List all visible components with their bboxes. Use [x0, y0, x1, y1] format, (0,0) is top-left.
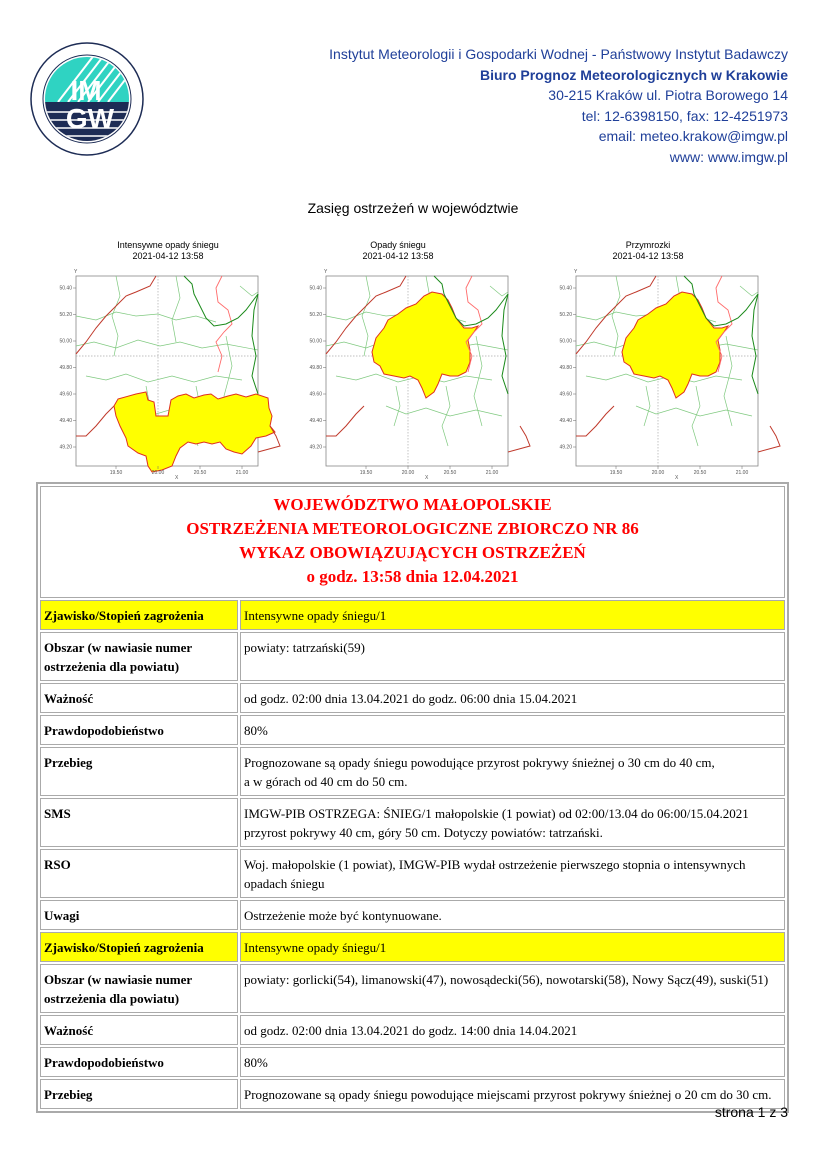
logo-text-bottom: GW: [65, 103, 115, 134]
imgw-logo-graphic: [28, 40, 146, 158]
report-title: [40, 486, 785, 598]
y-tick-label: 50.40: [309, 285, 322, 292]
report-title-line: o godz. 13:58 dnia 12.04.2021: [306, 567, 519, 586]
row-value: 80%: [240, 715, 785, 745]
table-row: [40, 715, 785, 745]
row-value: Woj. małopolskie (1 powiat), IMGW-PIB wydał ostrzeżenie pierwszego stopnia o intensywnych opadach śniegu: [240, 849, 785, 898]
table-row: [40, 1015, 785, 1045]
row-value: Prognozowane są opady śniegu powodujące przyrost pokrywy śnieżnej o 30 cm do 40 cm, a w górach od 40 cm do 50 cm.: [240, 747, 785, 796]
table-row: [40, 683, 785, 713]
x-tick-label: 19.50: [109, 470, 123, 476]
table-row: [40, 964, 785, 1013]
row-label: Uwagi: [40, 900, 238, 930]
office-name: Biuro Prognoz Meteorologicznych w Krakowie: [479, 66, 788, 83]
address: 30-215 Kraków ul. Piotra Borowego 14: [548, 87, 788, 103]
map-title: Intensywne opady śniegu: [117, 240, 219, 250]
map-snow: [298, 240, 498, 496]
table-row: [40, 900, 785, 930]
x-tick-label: 20.00: [651, 470, 665, 476]
row-value: powiaty: gorlicki(54), limanowski(47), nowosądecki(56), nowotarski(58), Nowy Sącz(49), suski(51): [240, 964, 785, 1013]
row-value: Ostrzeżenie może być kontynuowane.: [240, 900, 785, 930]
logo-text-top: IM: [70, 75, 102, 106]
y-tick-label: 50.00: [309, 338, 322, 345]
y-tick-label: 50.20: [59, 312, 72, 318]
row-label: Obszar (w nawiasie numer ostrzeżenia dla powiatu): [40, 964, 238, 1013]
voivodeship-border: [508, 426, 530, 452]
website[interactable]: www: www.imgw.pl: [669, 148, 788, 165]
row-label: Przebieg: [40, 747, 238, 796]
row-label: SMS: [40, 798, 238, 847]
y-tick-label: 50.40: [59, 285, 72, 292]
map-intense-snow: [59, 240, 268, 496]
x-tick-label: 20.50: [443, 470, 457, 476]
report-title-line: WOJEWÓDZTWO MAŁOPOLSKIE: [273, 495, 552, 514]
row-value: Prognozowane są opady śniegu powodujące miejscami przyrost pokrywy śnieżnej o 20 cm do 30 cm.: [240, 1079, 785, 1109]
table-row: [40, 747, 785, 796]
report-title-row: [40, 486, 785, 598]
row-value: od godz. 02:00 dnia 13.04.2021 do godz. 06:00 dnia 15.04.2021: [240, 683, 785, 713]
row-label: Zjawisko/Stopień zagrożenia: [40, 932, 238, 962]
y-tick-label: 50.20: [309, 312, 322, 318]
y-axis-label: Y: [74, 269, 78, 275]
phone: tel: 12-6398150, fax: 12-4251973: [581, 107, 788, 124]
y-axis-label: Y: [574, 269, 578, 275]
row-label: Przebieg: [40, 1079, 238, 1109]
row-label: Ważność: [40, 1015, 238, 1045]
row-label: Zjawisko/Stopień zagrożenia: [40, 600, 238, 630]
x-tick-label: 20.50: [193, 470, 207, 476]
table-row: [40, 1079, 785, 1109]
phenomenon-row: [40, 600, 785, 630]
x-tick-label: 21.00: [485, 470, 499, 476]
row-label: Prawdopodobieństwo: [40, 1047, 238, 1077]
warnings-table: [36, 482, 789, 1113]
map-graphic: [298, 266, 530, 496]
y-tick-label: 49.60: [59, 391, 72, 398]
map-timestamp: 2021-04-12 13:58: [362, 251, 434, 261]
report-title-line: WYKAZ OBOWIĄZUJĄCYCH OSTRZEŻEŃ: [239, 543, 586, 562]
x-axis-label: X: [175, 475, 179, 481]
x-tick-label: 21.00: [235, 470, 249, 476]
y-tick-label: 49.20: [309, 444, 322, 451]
y-tick-label: 49.40: [309, 418, 322, 424]
y-tick-label: 49.20: [559, 444, 572, 451]
y-tick-label: 49.20: [59, 444, 72, 451]
row-value: Intensywne opady śniegu/1: [240, 600, 785, 630]
row-value: powiaty: tatrzański(59): [240, 632, 785, 681]
imgw-logo: [28, 40, 146, 158]
email[interactable]: email: meteo.krakow@imgw.pl: [598, 128, 788, 144]
map-timestamp: 2021-04-12 13:58: [132, 251, 204, 261]
institute-name: Instytut Meteorologii i Gospodarki Wodnej - Państwowy Instytut Badawczy: [329, 46, 788, 62]
row-value: 80%: [240, 1047, 785, 1077]
row-value: IMGW-PIB OSTRZEGA: ŚNIEG/1 małopolskie (1 powiat) od 02:00/13.04 do 06:00/15.04.2021 przyrost pokrywy 40 cm, góry 50 cm. Dotyczy powiatów: tatrzański.: [240, 798, 785, 847]
row-label: Obszar (w nawiasie numer ostrzeżenia dla powiatu): [40, 632, 238, 681]
y-tick-label: 50.00: [59, 338, 72, 345]
map-frost: [548, 240, 748, 496]
y-tick-label: 50.40: [559, 285, 572, 292]
y-tick-label: 50.20: [559, 312, 572, 318]
x-axis-label: X: [425, 475, 429, 481]
page-number: strona 1 z 3: [714, 1104, 788, 1120]
y-tick-label: 50.00: [559, 338, 572, 345]
row-label: Ważność: [40, 683, 238, 713]
y-tick-label: 49.60: [559, 391, 572, 398]
row-label: RSO: [40, 849, 238, 898]
table-row: [40, 798, 785, 847]
map-graphic: [548, 266, 780, 496]
maps-section-title: Zasięg ostrzeżeń w województwie: [307, 200, 519, 216]
report-title-line: OSTRZEŻENIA METEOROLOGICZNE ZBIORCZO NR 86: [186, 519, 639, 538]
voivodeship-border: [758, 426, 780, 452]
x-tick-label: 19.50: [359, 470, 373, 476]
y-axis-label: Y: [324, 269, 328, 275]
row-value: Intensywne opady śniegu/1: [240, 932, 785, 962]
y-tick-label: 49.80: [559, 365, 572, 371]
table-row: [40, 1047, 785, 1077]
y-tick-label: 49.80: [59, 365, 72, 371]
y-tick-label: 49.80: [309, 365, 322, 371]
map-timestamp: 2021-04-12 13:58: [612, 251, 684, 261]
row-label: Prawdopodobieństwo: [40, 715, 238, 745]
map-title: Opady śniegu: [370, 240, 426, 250]
x-tick-label: 21.00: [735, 470, 749, 476]
row-value: od godz. 02:00 dnia 13.04.2021 do godz. 14:00 dnia 14.04.2021: [240, 1015, 785, 1045]
table-row: [40, 849, 785, 898]
y-tick-label: 49.40: [559, 418, 572, 424]
x-tick-label: 20.00: [151, 470, 165, 476]
phenomenon-row: [40, 932, 785, 962]
map-title: Przymrozki: [625, 240, 671, 250]
map-graphic: [59, 266, 280, 496]
y-tick-label: 49.60: [309, 391, 322, 398]
table-row: [40, 632, 785, 681]
x-tick-label: 20.00: [401, 470, 415, 476]
x-axis-label: X: [675, 475, 679, 481]
x-tick-label: 19.50: [609, 470, 623, 476]
letterhead: [329, 44, 788, 167]
x-tick-label: 20.50: [693, 470, 707, 476]
y-tick-label: 49.40: [59, 418, 72, 424]
